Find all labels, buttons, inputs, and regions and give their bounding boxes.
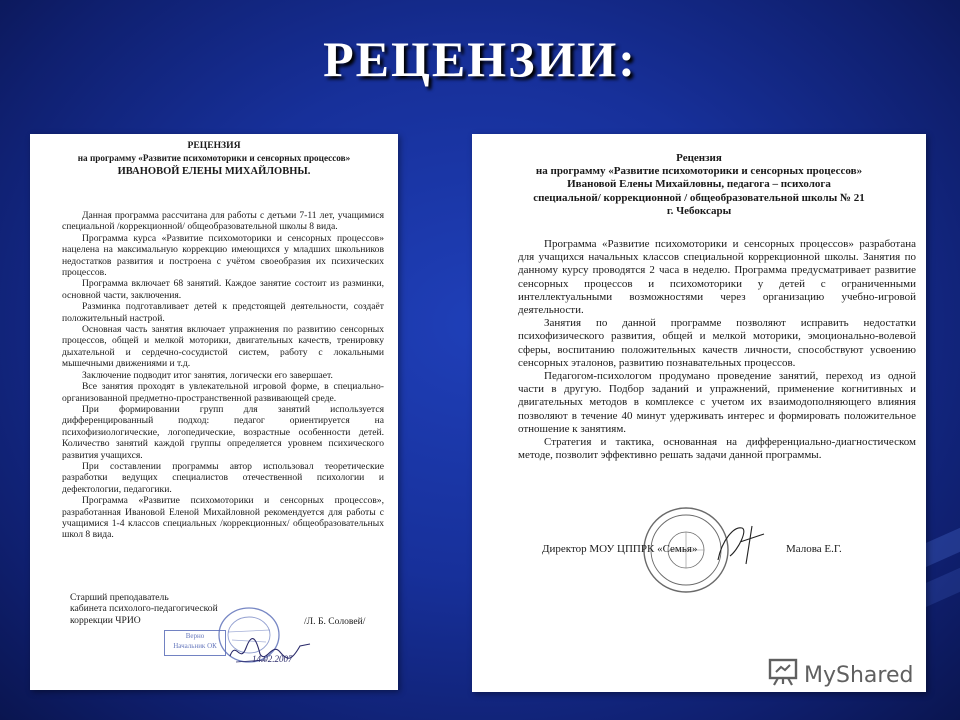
body-paragraph: Основная часть занятия включает упражнения по развитию сенсорных процессов, общей и мелкой моторики, двигательных качеств, тренировку дыхательной и сердечно-сосудистой систем, работу с локальными мышечными движениями и т.д. xyxy=(62,324,384,370)
body-paragraph: При составлении программы автор использовал теоретические разработки ведущих специалистов отечественной психологии и дефектологии, педагогики. xyxy=(62,460,384,495)
signer-name: /Л. Б. Соловей/ xyxy=(304,616,366,627)
director-name: Малова Е.Г. xyxy=(786,543,842,555)
body-paragraph: Программа курса «Развитие психомоторики и сенсорных процессов» нацелена на максимальную коррекцию имеющихся у младших школьников недостатков развития и построена с учётом своеобразия их психических процессов. xyxy=(62,232,384,279)
document-header: РЕЦЕНЗИЯ xyxy=(187,140,241,151)
director-label: Директор МОУ ЦППРК «Семья» xyxy=(542,543,698,555)
review-document-left xyxy=(30,134,398,690)
presentation-icon xyxy=(768,658,798,692)
signer-org: кабинета психолого-педагогической xyxy=(70,603,218,615)
box-stamp-line: Начальник ОК xyxy=(173,642,217,650)
body-paragraph: Педагогом-психологом продумано проведение занятий, переход из одной части в другую. Подбор заданий и упражнений, применение когнитивных и двигательных методов в комплексе с учетом их взаимодополняющего влияния позволяют в течение 40 минут удерживать интерес и формировать положительное отношение к занятиям. xyxy=(518,370,916,435)
body-paragraph: Стратегия и тактика, основанная на дифференциально-диагностическом методе, позволит эффективно решать задачи данной программы. xyxy=(518,436,916,462)
watermark xyxy=(768,658,928,692)
body-paragraph: Данная программа рассчитана для работы с детьми 7-11 лет, учащимися специальной /коррекционной/ общеобразовательной школы 8 вида. xyxy=(62,210,384,233)
handwritten-date: 14.02.2007 xyxy=(252,654,293,664)
document-header: Рецензия xyxy=(676,152,722,164)
watermark-text: MyShared xyxy=(804,662,914,688)
body-paragraph: Разминка подготавливает детей к предстоящей деятельности, создаёт положительный настрой. xyxy=(62,301,384,324)
author-line: ИВАНОВОЙ ЕЛЕНЫ МИХАЙЛОВНЫ. xyxy=(117,166,311,177)
certification-box-stamp xyxy=(164,630,226,656)
body-paragraph: Программа «Развитие психомоторики и сенсорных процессов», разработанная Ивановой Еленой Михайловной рекомендуется для работы с учащимися 1-4 классов специальных /коррекционных/ общеобразовательных школ 8 вида. xyxy=(62,495,384,541)
signer-title: Старший преподаватель xyxy=(70,592,169,603)
body-paragraph: Все занятия проходят в увлекательной игровой форме, в специально-организованной предметно-пространственной развивающей среде. xyxy=(62,381,384,404)
review-body xyxy=(62,210,384,541)
body-paragraph: Программа включает 68 занятий. Каждое занятие состоит из разминки, основной части, заключения. xyxy=(62,278,384,301)
program-line: на программу «Развитие психомоторики и сенсорных процессов» xyxy=(535,165,863,177)
body-paragraph: Заключение подводит итог занятия, логически его завершает. xyxy=(82,369,333,381)
signer-org: коррекции ЧРИО xyxy=(70,614,141,626)
body-paragraph: Программа «Развитие психомоторики и сенсорных процессов» разработана для учащихся начальных классов специальной коррекционной школы. Занятия по данному курсу проводятся 2 часа в неделю. Программа предусматривает развитие сенсорных процессов и психомоторики у детей с ограниченными интеллектуальными возможностями через организацию учебно-игровой деятельности. xyxy=(518,238,916,317)
slide-title: РЕЦЕНЗИИ: xyxy=(323,31,637,87)
school-line: специальной/ коррекционной / общеобразовательной школы № 21 xyxy=(533,192,865,204)
program-line: на программу «Развитие психомоторики и сенсорных процессов» xyxy=(77,153,351,163)
city-line: г. Чебоксары xyxy=(666,205,732,217)
body-paragraph: Занятия по данной программе позволяют исправить недостатки психофизического развития, общей и мелкой моторики, эмоционально-волевой сферы, воспитанию положительных качеств личности, способствуют усвоению сенсорных эталонов, развитию познавательных процессов. xyxy=(518,317,916,369)
body-paragraph: При формировании групп для занятий используется дифференцированный подход: педагог ориентируется на психофизиологические, логопедические, возрастные особенности детей. Количество занятий каждой группы определяется уровнем психического развития учащихся. xyxy=(62,403,384,461)
review-document-right xyxy=(472,134,926,692)
box-stamp-line: Верно xyxy=(185,632,205,640)
review-body xyxy=(518,238,916,462)
author-line: Ивановой Елены Михайловны, педагога – психолога xyxy=(567,178,831,190)
director-signature xyxy=(712,520,772,570)
handwritten-signature xyxy=(226,634,316,671)
